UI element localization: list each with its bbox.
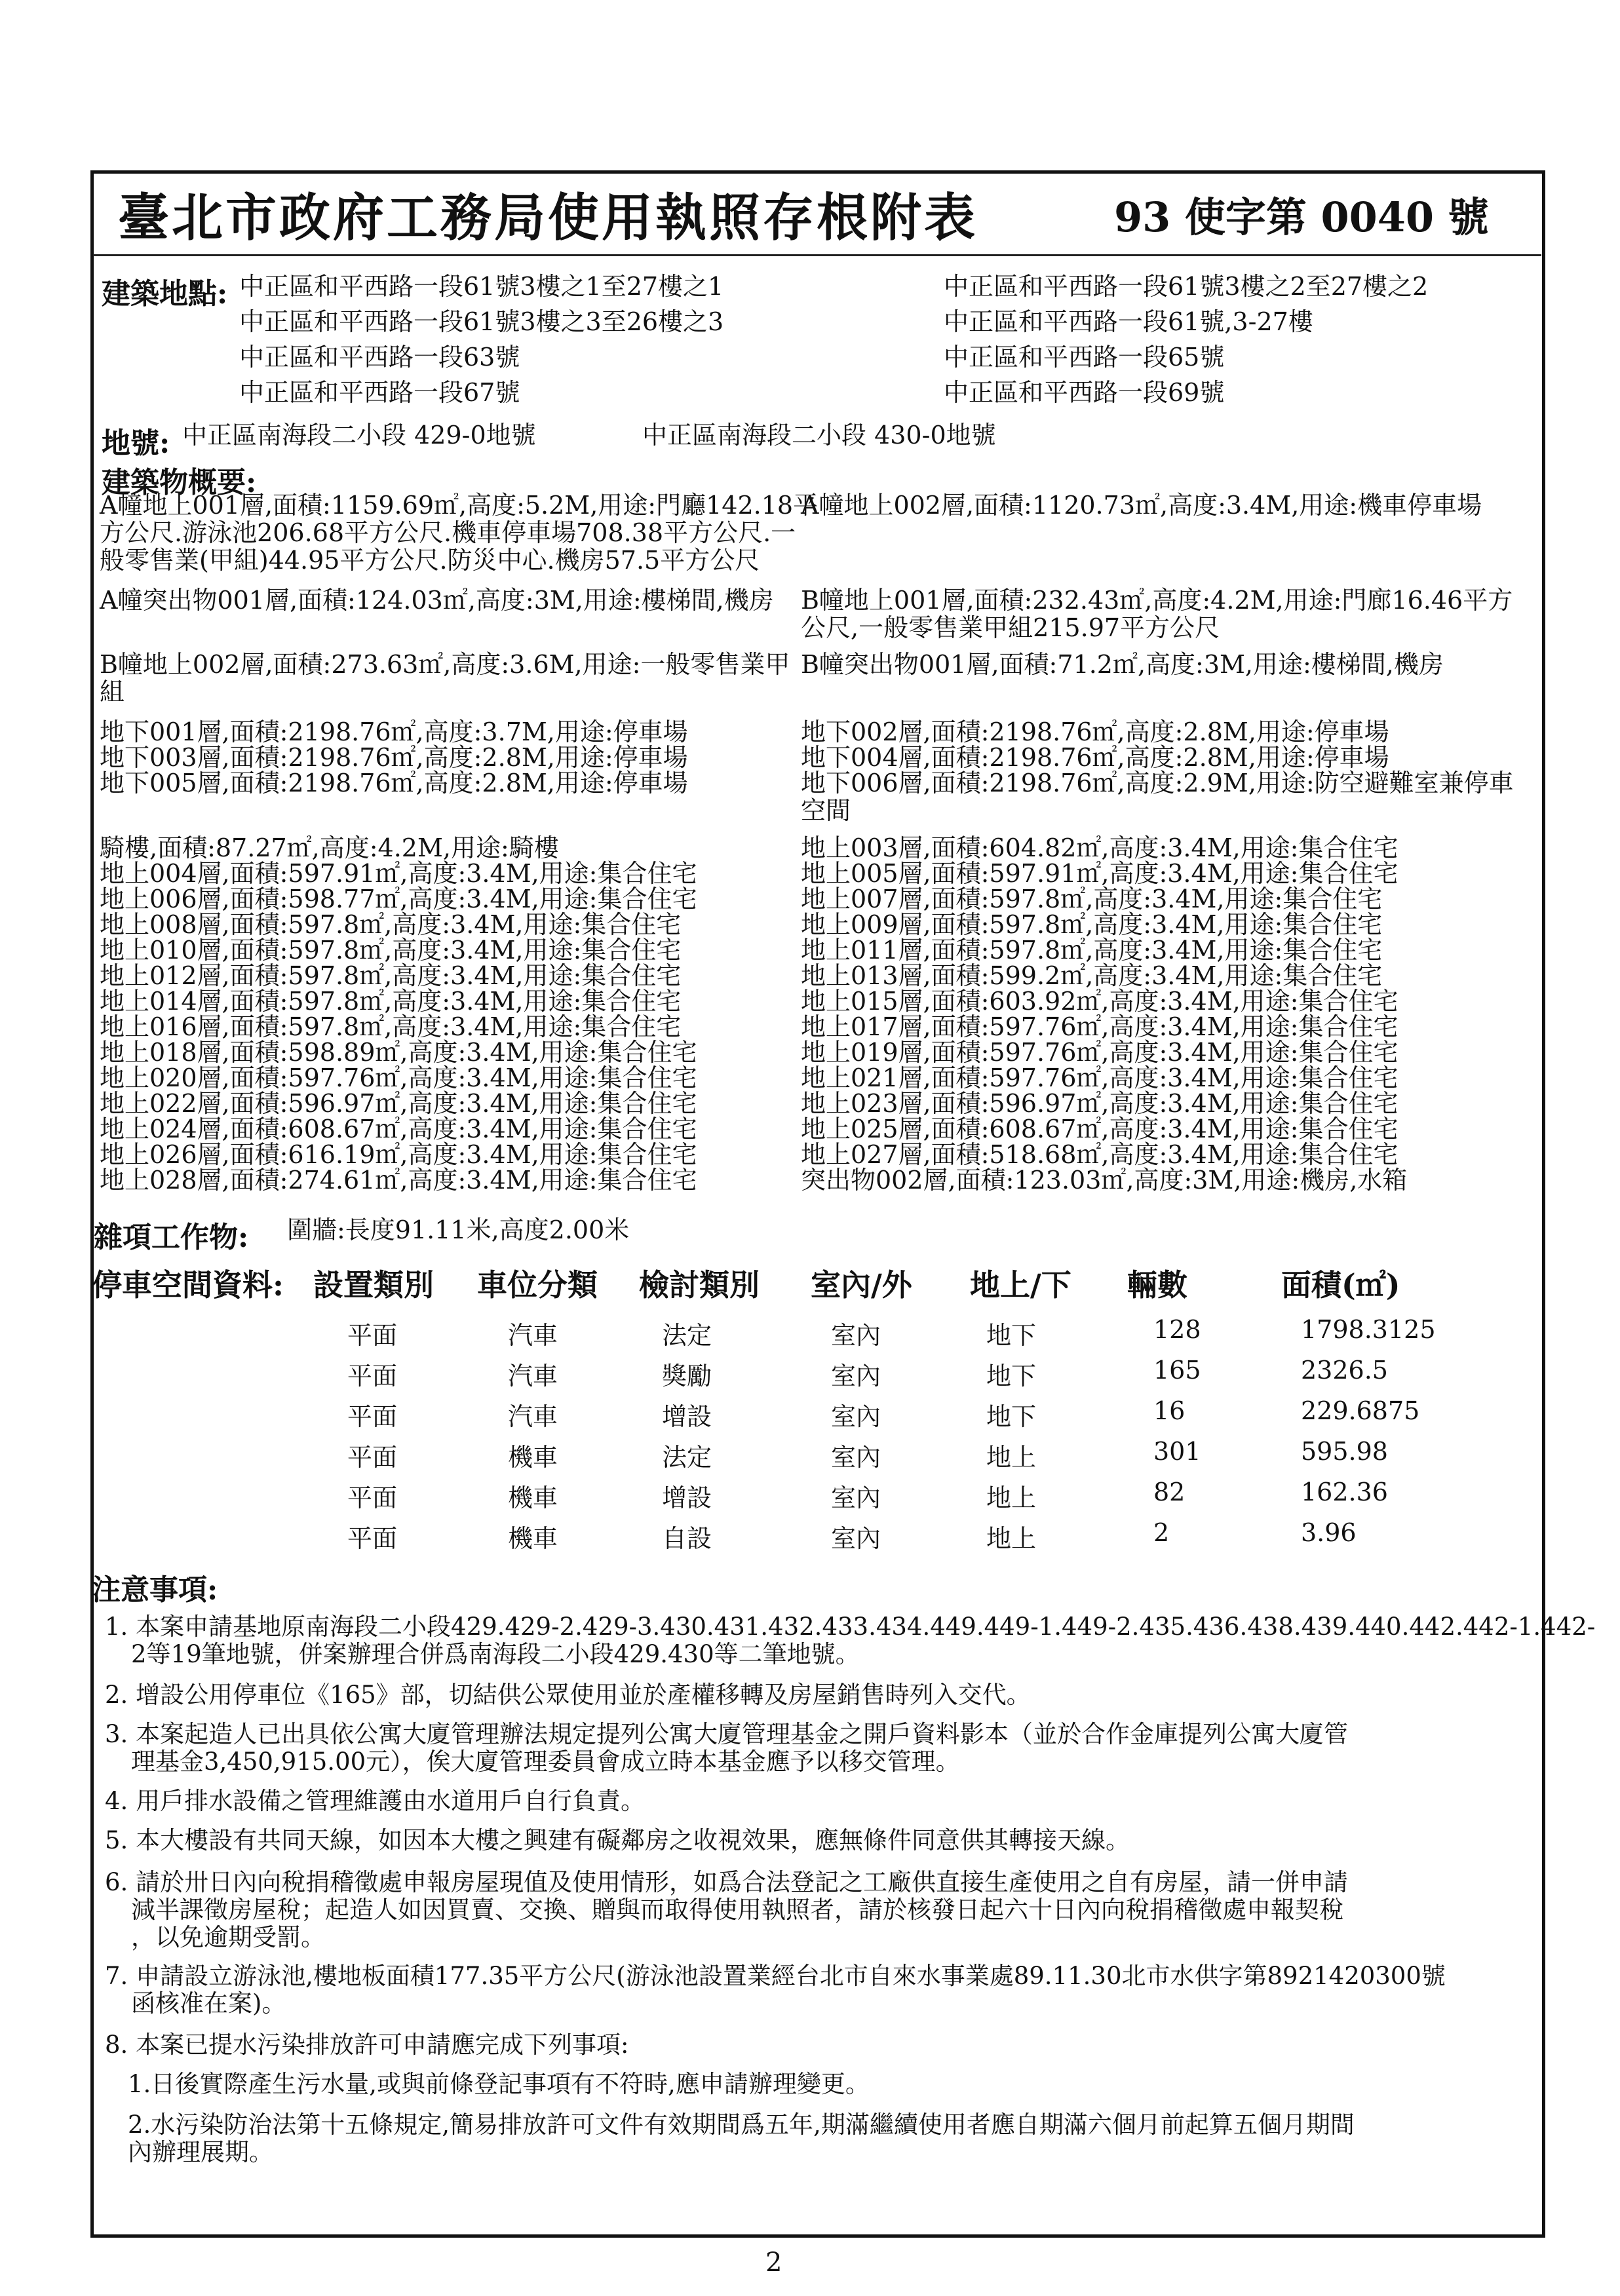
overview-line: 地下002層,面積:2198.76㎡,高度:2.8M,用途:停車場 <box>801 718 1389 746</box>
overview-line: 地上007層,面積:597.8㎡,高度:3.4M,用途:集合住宅 <box>801 885 1383 913</box>
overview-line: A幢地上001層,面積:1159.69㎡,高度:5.2M,用途:門廳142.18平 <box>100 491 819 520</box>
overview-line: A幢突出物001層,面積:124.03㎡,高度:3M,用途:樓梯間,機房 <box>100 586 774 615</box>
overview-line: 地上012層,面積:597.8㎡,高度:3.4M,用途:集合住宅 <box>100 961 682 990</box>
parking-cell: 地下 <box>986 1321 1037 1350</box>
notes-label: 注意事項: <box>92 1573 218 1607</box>
address-right-1: 中正區和平西路一段61號3樓之2至27樓之2 <box>944 272 1429 301</box>
overview-line: 地下006層,面積:2198.76㎡,高度:2.9M,用途:防空避難室兼停車 <box>801 769 1514 797</box>
overview-line: 地上026層,面積:616.19㎡,高度:3.4M,用途:集合住宅 <box>100 1140 697 1169</box>
overview-line: 地上019層,面積:597.76㎡,高度:3.4M,用途:集合住宅 <box>801 1038 1398 1067</box>
parking-header-cell: 面積(㎡) <box>1281 1267 1400 1303</box>
overview-line: B幢地上001層,面積:232.43㎡,高度:4.2M,用途:門廊16.46平方 <box>801 586 1513 615</box>
parking-cell: 室內 <box>831 1524 881 1553</box>
note-line: 6. 請於卅日內向稅捐稽徵處申報房屋現值及使用情形，如爲合法登記之工廠供直接生產使用之自有房屋，請一併申請 <box>105 1868 1349 1896</box>
address-right-4: 中正區和平西路一段69號 <box>944 378 1225 407</box>
parking-cell: 2 <box>1153 1518 1170 1547</box>
parking-cell: 機車 <box>508 1524 558 1553</box>
note-line: 1.日後實際產生污水量,或與前條登記事項有不符時,應申請辦理變更。 <box>128 2070 870 2098</box>
note-line: 理基金3,450,915.00元），俟大廈管理委員會成立時本基金應予以移交管理。 <box>131 1748 960 1776</box>
overview-line: 地下001層,面積:2198.76㎡,高度:3.7M,用途:停車場 <box>100 718 688 746</box>
address-label: 建築地點: <box>102 277 228 311</box>
note-line: 函核准在案)。 <box>131 1989 286 2018</box>
parking-cell: 平面 <box>347 1524 398 1553</box>
parking-cell: 229.6875 <box>1301 1396 1420 1425</box>
parking-cell: 增設 <box>662 1483 712 1512</box>
page-number: 2 <box>765 2248 782 2278</box>
parking-header-cell: 檢討類別 <box>639 1267 760 1303</box>
parking-cell: 獎勵 <box>662 1362 712 1390</box>
overview-line: 突出物002層,面積:123.03㎡,高度:3M,用途:機房,水箱 <box>801 1166 1408 1195</box>
parking-cell: 機車 <box>508 1483 558 1512</box>
parking-cell: 室內 <box>831 1443 881 1472</box>
parking-header-cell: 室內/外 <box>811 1267 912 1303</box>
overview-line: 方公尺.游泳池206.68平方公尺.機車停車場708.38平方公尺.一 <box>100 518 796 547</box>
address-left-2: 中正區和平西路一段61號3樓之3至26樓之3 <box>239 307 724 336</box>
note-line: 內辦理展期。 <box>128 2138 273 2166</box>
overview-label: 建築物概要: <box>102 466 257 499</box>
parking-cell: 室內 <box>831 1402 881 1431</box>
overview-line: 地上011層,面積:597.8㎡,高度:3.4M,用途:集合住宅 <box>801 936 1383 965</box>
parking-cell: 地上 <box>986 1483 1037 1512</box>
misc-text: 圍牆:長度91.11米,高度2.00米 <box>287 1215 630 1244</box>
overview-line: 地上022層,面積:596.97㎡,高度:3.4M,用途:集合住宅 <box>100 1089 697 1118</box>
parking-cell: 汽車 <box>508 1402 558 1431</box>
parking-cell: 室內 <box>831 1362 881 1390</box>
parking-cell: 增設 <box>662 1402 712 1431</box>
note-line: 4. 用戶排水設備之管理維護由水道用戶自行負責。 <box>105 1787 646 1815</box>
overview-line: 地上010層,面積:597.8㎡,高度:3.4M,用途:集合住宅 <box>100 936 682 965</box>
address-left-3: 中正區和平西路一段63號 <box>239 343 520 372</box>
note-line: 3. 本案起造人已出具依公寓大廈管理辦法規定提列公寓大廈管理基金之開戶資料影本（並於合作金庫提列公寓大廈管 <box>105 1720 1349 1748</box>
overview-line: 空間 <box>801 796 851 825</box>
parking-cell: 平面 <box>347 1443 398 1472</box>
parking-header-cell: 地上/下 <box>970 1267 1071 1303</box>
overview-line: 地下004層,面積:2198.76㎡,高度:2.8M,用途:停車場 <box>801 743 1389 772</box>
overview-line: 地上014層,面積:597.8㎡,高度:3.4M,用途:集合住宅 <box>100 987 682 1016</box>
parking-cell: 301 <box>1153 1437 1201 1466</box>
overview-line: 組 <box>100 678 125 706</box>
parking-cell: 165 <box>1153 1356 1201 1385</box>
overview-line: 地下003層,面積:2198.76㎡,高度:2.8M,用途:停車場 <box>100 743 688 772</box>
overview-line: 地下005層,面積:2198.76㎡,高度:2.8M,用途:停車場 <box>100 769 688 797</box>
document-title: 臺北市政府工務局使用執照存根附表 <box>118 188 978 248</box>
overview-line: 般零售業(甲組)44.95平方公尺.防災中心.機房57.5平方公尺 <box>100 546 760 575</box>
parking-cell: 16 <box>1153 1396 1186 1425</box>
parking-cell: 室內 <box>831 1321 881 1350</box>
parking-cell: 自設 <box>662 1524 712 1553</box>
parking-cell: 1798.3125 <box>1301 1315 1436 1344</box>
parking-header-cell: 設置類別 <box>313 1267 434 1303</box>
parking-cell: 汽車 <box>508 1362 558 1390</box>
parking-header-cell: 車位分類 <box>477 1267 598 1303</box>
overview-line: 地上018層,面積:598.89㎡,高度:3.4M,用途:集合住宅 <box>100 1038 697 1067</box>
title-rule <box>93 254 1541 256</box>
parking-cell: 平面 <box>347 1321 398 1350</box>
parking-cell: 地下 <box>986 1362 1037 1390</box>
overview-line: 地上004層,面積:597.91㎡,高度:3.4M,用途:集合住宅 <box>100 859 697 888</box>
overview-line: 地上025層,面積:608.67㎡,高度:3.4M,用途:集合住宅 <box>801 1115 1398 1143</box>
parking-cell: 機車 <box>508 1443 558 1472</box>
note-line: 2. 增設公用停車位《165》部，切結供公眾使用並於產權移轉及房屋銷售時列入交代。 <box>105 1681 1031 1709</box>
overview-line: 地上013層,面積:599.2㎡,高度:3.4M,用途:集合住宅 <box>801 961 1383 990</box>
parking-cell: 法定 <box>662 1321 712 1350</box>
address-left-4: 中正區和平西路一段67號 <box>239 378 520 407</box>
misc-label: 雜項工作物: <box>94 1221 249 1254</box>
parking-cell: 法定 <box>662 1443 712 1472</box>
parking-cell: 128 <box>1153 1315 1201 1344</box>
lot-right: 中正區南海段二小段 430-0地號 <box>642 421 996 450</box>
parking-cell: 162.36 <box>1301 1478 1388 1506</box>
lot-left: 中正區南海段二小段 429-0地號 <box>182 421 536 450</box>
parking-cell: 595.98 <box>1301 1437 1388 1466</box>
overview-line: 地上009層,面積:597.8㎡,高度:3.4M,用途:集合住宅 <box>801 910 1383 939</box>
parking-cell: 汽車 <box>508 1321 558 1350</box>
note-line: 減半課徵房屋稅；起造人如因買賣、交換、贈與而取得使用執照者，請於核發日起六十日內向稅捐稽徵處申報契稅 <box>131 1896 1343 1924</box>
parking-cell: 地下 <box>986 1402 1037 1431</box>
parking-cell: 平面 <box>347 1402 398 1431</box>
overview-line: 地上017層,面積:597.76㎡,高度:3.4M,用途:集合住宅 <box>801 1012 1398 1041</box>
note-line: 2等19筆地號，併案辦理合併爲南海段二小段429.430等二筆地號。 <box>131 1640 860 1668</box>
parking-cell: 平面 <box>347 1483 398 1512</box>
note-line: 8. 本案已提水污染排放許可申請應完成下列事項: <box>105 2031 629 2059</box>
overview-line: B幢突出物001層,面積:71.2㎡,高度:3M,用途:樓梯間,機房 <box>801 650 1444 679</box>
overview-line: 地上023層,面積:596.97㎡,高度:3.4M,用途:集合住宅 <box>801 1089 1398 1118</box>
address-right-2: 中正區和平西路一段61號,3-27樓 <box>944 307 1313 336</box>
parking-cell: 地上 <box>986 1524 1037 1553</box>
overview-line: 地上028層,面積:274.61㎡,高度:3.4M,用途:集合住宅 <box>100 1166 697 1195</box>
overview-line: 地上008層,面積:597.8㎡,高度:3.4M,用途:集合住宅 <box>100 910 682 939</box>
parking-cell: 室內 <box>831 1483 881 1512</box>
note-line: 5. 本大樓設有共同天線，如因本大樓之興建有礙鄰房之收視效果，應無條件同意供其轉接天線。 <box>105 1826 1130 1854</box>
overview-line: 地上015層,面積:603.92㎡,高度:3.4M,用途:集合住宅 <box>801 987 1398 1016</box>
overview-line: 地上005層,面積:597.91㎡,高度:3.4M,用途:集合住宅 <box>801 859 1398 888</box>
overview-line: 地上016層,面積:597.8㎡,高度:3.4M,用途:集合住宅 <box>100 1012 682 1041</box>
lot-label: 地號: <box>102 427 170 460</box>
parking-cell: 3.96 <box>1301 1518 1357 1547</box>
parking-cell: 82 <box>1153 1478 1186 1506</box>
overview-line: 地上024層,面積:608.67㎡,高度:3.4M,用途:集合住宅 <box>100 1115 697 1143</box>
overview-line: 地上006層,面積:598.77㎡,高度:3.4M,用途:集合住宅 <box>100 885 697 913</box>
overview-line: 地上020層,面積:597.76㎡,高度:3.4M,用途:集合住宅 <box>100 1063 697 1092</box>
overview-line: B幢地上002層,面積:273.63㎡,高度:3.6M,用途:一般零售業甲 <box>100 650 790 679</box>
overview-line: 地上027層,面積:518.68㎡,高度:3.4M,用途:集合住宅 <box>801 1140 1398 1169</box>
parking-header-cell: 輛數 <box>1127 1267 1187 1303</box>
note-line: 7. 申請設立游泳池,樓地板面積177.35平方公尺(游泳池設置業經台北市自來水事業處89.11.30北市水供字第8921420300號 <box>105 1962 1446 1990</box>
note-line: ，以免逾期受罰。 <box>131 1923 325 1951</box>
parking-cell: 2326.5 <box>1301 1356 1388 1385</box>
overview-line: 騎樓,面積:87.27㎡,高度:4.2M,用途:騎樓 <box>100 833 559 862</box>
address-right-3: 中正區和平西路一段65號 <box>944 343 1225 372</box>
overview-line: A幢地上002層,面積:1120.73㎡,高度:3.4M,用途:機車停車場 <box>801 491 1482 520</box>
document-number: 93 使字第 0040 號 <box>1114 193 1489 241</box>
parking-cell: 地上 <box>986 1443 1037 1472</box>
note-line: 1. 本案申請基地原南海段二小段429.429-2.429-3.430.431.432.433.434.449.449-1.449-2.435.436.438.439.440.442.442-1.442- <box>105 1613 1596 1641</box>
overview-line: 地上003層,面積:604.82㎡,高度:3.4M,用途:集合住宅 <box>801 833 1398 862</box>
parking-label: 停車空間資料: <box>92 1267 284 1303</box>
parking-cell: 平面 <box>347 1362 398 1390</box>
overview-line: 公尺,一般零售業甲組215.97平方公尺 <box>801 613 1220 642</box>
note-line: 2.水污染防治法第十五條規定,簡易排放許可文件有效期間爲五年,期滿繼續使用者應自期滿六個月前起算五個月期間 <box>128 2111 1355 2139</box>
address-left-1: 中正區和平西路一段61號3樓之1至27樓之1 <box>239 272 724 301</box>
overview-line: 地上021層,面積:597.76㎡,高度:3.4M,用途:集合住宅 <box>801 1063 1398 1092</box>
